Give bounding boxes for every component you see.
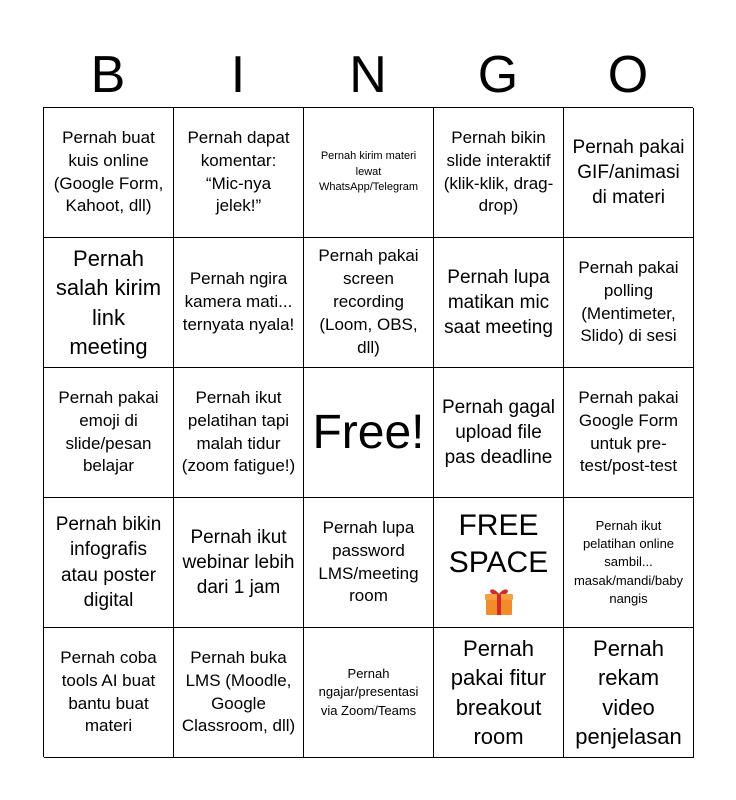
cell-text: Pernah lupa matikan mic saat meeting xyxy=(444,266,553,339)
cell-text: Pernah gagal upload file pas deadline xyxy=(441,396,556,469)
cell-text: Pernah pakai fitur breakout room xyxy=(450,636,547,749)
bingo-cell[interactable] xyxy=(174,108,304,238)
bingo-cell[interactable] xyxy=(304,108,434,238)
header-letter-n: N xyxy=(349,46,387,104)
header-letter-o: O xyxy=(607,46,649,104)
bingo-cell[interactable] xyxy=(564,108,694,238)
bingo-cell[interactable] xyxy=(44,238,174,368)
cell-text: Pernah rekam video penjelasan xyxy=(575,636,682,749)
bingo-cell[interactable] xyxy=(434,628,564,758)
cell-text: Pernah dapat komentar: “Mic-nya jelek!” xyxy=(187,127,290,216)
free-space-cell[interactable] xyxy=(434,498,564,628)
bingo-cell[interactable] xyxy=(434,368,564,498)
bingo-board xyxy=(43,107,693,757)
free-cell[interactable] xyxy=(304,368,434,498)
cell-text: Pernah ikut pelatihan tapi malah tidur (zoom fatigue!) xyxy=(181,387,296,476)
bingo-cell[interactable] xyxy=(44,108,174,238)
bingo-cell[interactable] xyxy=(44,498,174,628)
bingo-cell[interactable] xyxy=(304,628,434,758)
bingo-cell[interactable] xyxy=(564,498,694,628)
bingo-cell[interactable] xyxy=(174,368,304,498)
cell-text: Pernah pakai GIF/animasi di materi xyxy=(572,136,685,209)
cell-text: Pernah buka LMS (Moodle, Google Classroom, dll) xyxy=(181,647,296,736)
cell-text: Pernah pakai emoji di slide/pesan belajar xyxy=(58,387,159,476)
free-space-label: FREE SPACE xyxy=(448,508,549,579)
cell-text: Pernah pakai Google Form untuk pre-test/post-test xyxy=(578,387,679,476)
bingo-cell[interactable] xyxy=(564,628,694,758)
cell-text: Pernah pakai polling (Mentimeter, Slido) di sesi xyxy=(578,257,679,346)
bingo-header xyxy=(43,44,693,106)
cell-text: Pernah ikut webinar lebih dari 1 jam xyxy=(182,526,295,599)
cell-text: Pernah ngira kamera mati... ternyata nyala! xyxy=(182,269,295,334)
bingo-cell[interactable] xyxy=(174,498,304,628)
bingo-cell[interactable] xyxy=(304,238,434,368)
cell-text: Pernah pakai screen recording (Loom, OBS, dll) xyxy=(318,246,419,357)
cell-text: Pernah coba tools AI buat bantu buat materi xyxy=(60,647,157,736)
bingo-cell[interactable] xyxy=(174,628,304,758)
free-label: Free! xyxy=(312,405,425,459)
bingo-cell[interactable] xyxy=(174,238,304,368)
cell-text: Pernah lupa password LMS/meeting room xyxy=(318,517,419,606)
cell-text: Pernah bikin infografis atau poster digital xyxy=(55,513,162,611)
bingo-cell[interactable] xyxy=(44,368,174,498)
header-letter-g: G xyxy=(477,46,519,104)
bingo-cell[interactable] xyxy=(44,628,174,758)
bingo-cell[interactable] xyxy=(564,238,694,368)
header-letter-b: B xyxy=(90,46,126,104)
gift-icon xyxy=(483,585,515,617)
bingo-cell[interactable] xyxy=(434,238,564,368)
bingo-cell[interactable] xyxy=(304,498,434,628)
cell-text: Pernah ikut pelatihan online sambil... masak/mandi/baby nangis xyxy=(573,518,684,606)
header-letter-i: I xyxy=(230,46,246,104)
bingo-cell[interactable] xyxy=(564,368,694,498)
cell-text: Pernah ngajar/presentasi via Zoom/Teams xyxy=(318,666,419,718)
cell-text: Pernah kirim materi lewat WhatsApp/Telegram xyxy=(318,150,419,194)
cell-text: Pernah salah kirim link meeting xyxy=(55,246,162,359)
cell-text: Pernah bikin slide interaktif (klik-klik, drag-drop) xyxy=(443,127,554,216)
bingo-cell[interactable] xyxy=(434,108,564,238)
cell-text: Pernah buat kuis online (Google Form, Kahoot, dll) xyxy=(53,127,164,216)
